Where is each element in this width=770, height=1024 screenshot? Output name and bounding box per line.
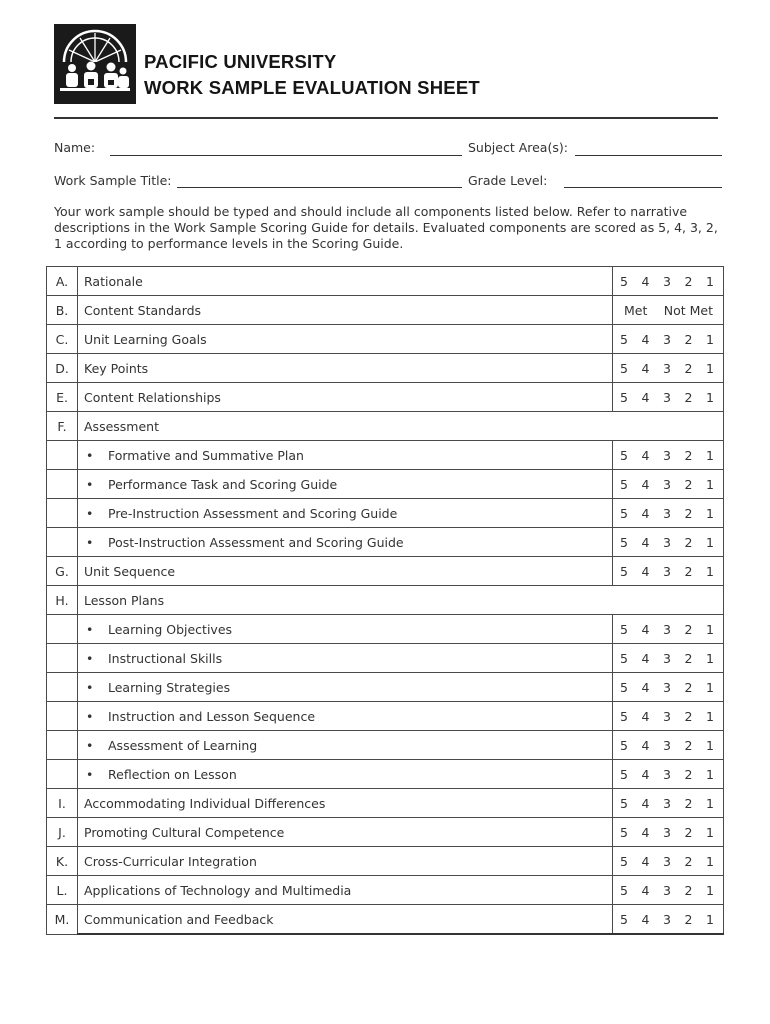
table-row — [47, 499, 724, 528]
component-label: Rationale — [78, 267, 613, 296]
row-letter: J. — [47, 818, 78, 847]
table-row — [47, 818, 724, 847]
score-options[interactable]: 5 4 3 2 1 — [613, 702, 724, 731]
score-options[interactable]: 5 4 3 2 1 — [613, 470, 724, 499]
component-label: Promoting Cultural Competence — [78, 818, 613, 847]
table-row — [47, 296, 724, 325]
sub-component-label: • Post-Instruction Assessment and Scoring Guide — [78, 528, 613, 557]
section-label: Assessment — [78, 412, 724, 441]
row-letter: C. — [47, 325, 78, 354]
component-label: Content Relationships — [78, 383, 613, 412]
score-options[interactable]: 5 4 3 2 1 — [613, 673, 724, 702]
table-row — [47, 557, 724, 586]
table-row — [47, 383, 724, 412]
evaluation-table — [46, 266, 724, 935]
row-letter: L. — [47, 876, 78, 905]
sub-component-label: • Pre-Instruction Assessment and Scoring Guide — [78, 499, 613, 528]
table-row — [47, 644, 724, 673]
table-row — [47, 528, 724, 557]
row-letter: A. — [47, 267, 78, 296]
component-label: Cross-Curricular Integration — [78, 847, 613, 876]
table-row — [47, 615, 724, 644]
row-letter: G. — [47, 557, 78, 586]
sub-component-label: • Instruction and Lesson Sequence — [78, 702, 613, 731]
score-options[interactable]: 5 4 3 2 1 — [613, 528, 724, 557]
work-sample-title-label: Work Sample Title: — [54, 173, 172, 188]
score-options[interactable]: 5 4 3 2 1 — [613, 760, 724, 789]
row-letter: M. — [47, 905, 78, 935]
sub-component-label: • Formative and Summative Plan — [78, 441, 613, 470]
header-divider — [54, 117, 718, 119]
instructions-paragraph: Your work sample should be typed and should include all components listed below. Refer to narrative descriptions in the Work Sample Scoring Guide for details. Evaluated components are scored as 5, 4, 3, 2, 1 according to performance levels in the Scoring Guide. — [54, 204, 718, 251]
component-label: Accommodating Individual Differences — [78, 789, 613, 818]
met-options[interactable] — [613, 296, 724, 325]
met-option[interactable]: Met — [624, 302, 648, 318]
subject-area-label: Subject Area(s): — [468, 140, 568, 155]
table-row — [47, 905, 724, 935]
sub-component-label: • Learning Strategies — [78, 673, 613, 702]
name-field[interactable] — [110, 155, 462, 156]
component-label: Applications of Technology and Multimedia — [78, 876, 613, 905]
score-options[interactable]: 5 4 3 2 1 — [613, 354, 724, 383]
title-line-2: WORK SAMPLE EVALUATION SHEET — [144, 77, 480, 98]
table-row — [47, 586, 724, 615]
score-options[interactable]: 5 4 3 2 1 — [613, 499, 724, 528]
table-row — [47, 412, 724, 441]
row-letter: H. — [47, 586, 78, 615]
row-letter: I. — [47, 789, 78, 818]
score-options[interactable]: 5 4 3 2 1 — [613, 876, 724, 905]
component-label: Unit Learning Goals — [78, 325, 613, 354]
table-row — [47, 441, 724, 470]
score-options[interactable]: 5 4 3 2 1 — [613, 325, 724, 354]
row-letter: K. — [47, 847, 78, 876]
work-sample-title-field[interactable] — [177, 187, 462, 188]
row-letter: B. — [47, 296, 78, 325]
component-label: Content Standards — [78, 296, 613, 325]
grade-level-field[interactable] — [564, 187, 722, 188]
table-row — [47, 702, 724, 731]
score-options[interactable]: 5 4 3 2 1 — [613, 789, 724, 818]
sub-component-label: • Learning Objectives — [78, 615, 613, 644]
component-label: Key Points — [78, 354, 613, 383]
table-row — [47, 470, 724, 499]
table-row — [47, 847, 724, 876]
score-options[interactable]: 5 4 3 2 1 — [613, 441, 724, 470]
sub-component-label: • Instructional Skills — [78, 644, 613, 673]
row-letter: F. — [47, 412, 78, 441]
sub-component-label: • Performance Task and Scoring Guide — [78, 470, 613, 499]
score-options[interactable]: 5 4 3 2 1 — [613, 383, 724, 412]
table-row — [47, 876, 724, 905]
table-row — [47, 789, 724, 818]
table-row — [47, 267, 724, 296]
table-row — [47, 760, 724, 789]
score-options[interactable]: 5 4 3 2 1 — [613, 267, 724, 296]
score-options[interactable]: 5 4 3 2 1 — [613, 905, 724, 935]
row-letter: E. — [47, 383, 78, 412]
subject-area-field[interactable] — [575, 155, 722, 156]
table-row — [47, 731, 724, 760]
component-label: Communication and Feedback — [78, 905, 613, 935]
table-row — [47, 354, 724, 383]
score-options[interactable]: 5 4 3 2 1 — [613, 847, 724, 876]
score-options[interactable]: 5 4 3 2 1 — [613, 731, 724, 760]
title-line-1: PACIFIC UNIVERSITY — [144, 51, 337, 72]
score-options[interactable]: 5 4 3 2 1 — [613, 615, 724, 644]
sub-component-label: • Assessment of Learning — [78, 731, 613, 760]
score-options[interactable]: 5 4 3 2 1 — [613, 818, 724, 847]
row-letter: D. — [47, 354, 78, 383]
section-label: Lesson Plans — [78, 586, 724, 615]
table-row — [47, 325, 724, 354]
document-title — [144, 49, 480, 101]
score-options[interactable]: 5 4 3 2 1 — [613, 557, 724, 586]
component-label: Unit Sequence — [78, 557, 613, 586]
not-met-option[interactable]: Not Met — [663, 302, 713, 318]
score-options[interactable]: 5 4 3 2 1 — [613, 644, 724, 673]
table-row — [47, 673, 724, 702]
name-label: Name: — [54, 140, 96, 155]
grade-level-label: Grade Level: — [468, 173, 548, 188]
sub-component-label: • Reflection on Lesson — [78, 760, 613, 789]
pacific-university-logo — [54, 24, 136, 104]
